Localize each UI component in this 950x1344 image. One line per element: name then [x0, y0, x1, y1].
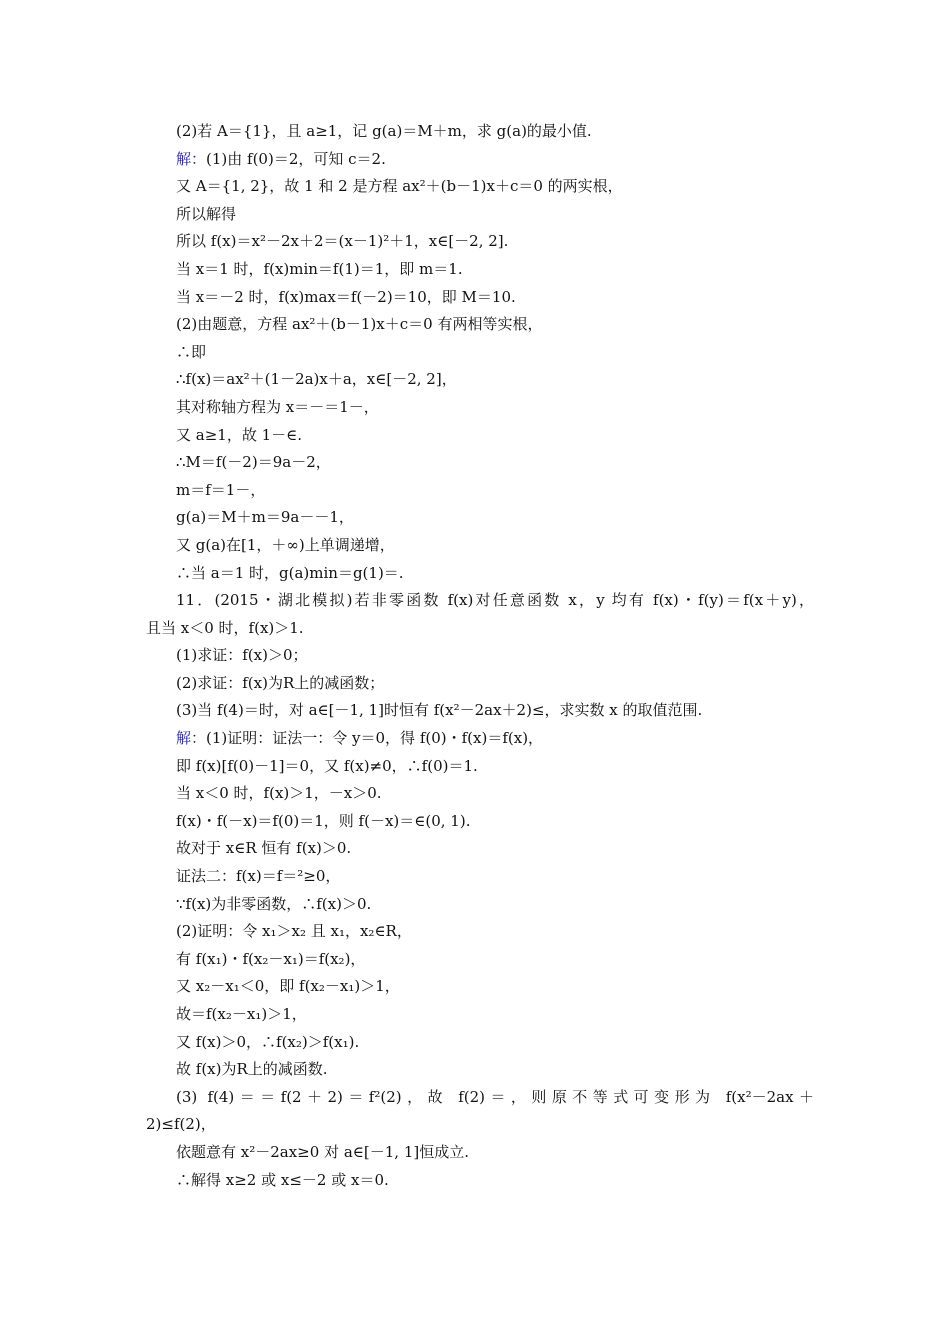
line-text: m＝f＝1－， [176, 480, 266, 499]
text-line [146, 697, 814, 725]
line-text: 又 f(x)＞0，∴f(x₂)＞f(x₁). [176, 1032, 360, 1051]
text-line [146, 670, 814, 698]
line-text: 依题意有 x²－2ax≥0 对 a∈[－1, 1]恒成立. [176, 1142, 469, 1161]
text-line [146, 339, 814, 367]
line-text: ∵f(x)为非零函数，∴f(x)＞0. [176, 894, 372, 913]
solution-label: 解： [176, 149, 207, 168]
line-text: (2)证明：令 x₁＞x₂ 且 x₁，x₂∈R， [176, 922, 412, 941]
line-text: 有 f(x₁)・f(x₂－x₁)＝f(x₂)， [176, 949, 366, 968]
text-line [146, 1167, 814, 1195]
text-line [146, 1139, 814, 1167]
text-line [146, 311, 814, 339]
line-text: (1)求证：f(x)＞0； [176, 646, 308, 665]
text-line [146, 891, 814, 919]
text-line [146, 532, 814, 560]
text-line [146, 946, 814, 974]
text-line [146, 1111, 814, 1139]
text-line [146, 228, 814, 256]
line-text: 且当 x＜0 时，f(x)＞1. [146, 618, 304, 637]
text-line [146, 173, 814, 201]
text-line [146, 753, 814, 781]
text-line [146, 256, 814, 284]
text-line [146, 1084, 814, 1112]
line-text: 又 x₂－x₁＜0，即 f(x₂－x₁)＞1， [176, 977, 400, 996]
line-text: (3)当 f(4)＝时，对 a∈[－1, 1]时恒有 f(x²－2ax＋2)≤，求实数 x 的取值范围. [176, 701, 703, 720]
line-text: g(a)＝M＋m＝9a－－1， [176, 508, 354, 527]
text-line [146, 615, 814, 643]
line-text: ∴即 [176, 342, 207, 361]
text-line [146, 780, 814, 808]
line-text: (1)证明：证法一：令 y＝0，得 f(0)・f(x)＝f(x)， [206, 729, 544, 748]
text-line [146, 118, 814, 146]
line-text: 所以 f(x)＝x²－2x＋2＝(x－1)²＋1，x∈[－2, 2]. [176, 232, 509, 251]
text-line [146, 973, 814, 1001]
text-line [146, 725, 814, 753]
line-text: ∴当 a＝1 时，g(a)min＝g(1)＝. [176, 563, 404, 582]
text-line [146, 1056, 814, 1084]
line-text: 又 A＝{1, 2}，故 1 和 2 是方程 ax²＋(b－1)x＋c＝0 的两实根， [176, 177, 623, 196]
line-text: ∴f(x)＝ax²＋(1－2a)x＋a，x∈[－2, 2]， [176, 370, 457, 389]
line-text: (2)由题意，方程 ax²＋(b－1)x＋c＝0 有两相等实根， [176, 315, 543, 334]
line-text: 所以解得 [176, 204, 237, 223]
line-text: (3) f(4)＝＝f(2＋2)＝f²(2)，故 f(2)＝，则原不等式可变形为 f(x²－2ax＋ [176, 1087, 814, 1106]
line-text: 当 x＝－2 时，f(x)max＝f(－2)＝10，即 M＝10. [176, 287, 516, 306]
text-line [146, 835, 814, 863]
line-text: 故＝f(x₂－x₁)＞1， [176, 1005, 307, 1023]
solution-label: 解： [176, 729, 207, 748]
line-text: ∴解得 x≥2 或 x≤－2 或 x＝0. [176, 1170, 389, 1189]
text-line [146, 284, 814, 312]
text-line [146, 201, 814, 229]
line-text: 2)≤f(2)， [146, 1115, 216, 1134]
line-text: 又 g(a)在[1，＋∞)上单调递增， [176, 535, 395, 554]
line-text: 即 f(x)[f(0)－1]＝0，又 f(x)≠0，∴f(0)＝1. [176, 756, 478, 775]
text-line [146, 504, 814, 532]
text-line [146, 918, 814, 946]
text-line [146, 560, 814, 588]
text-line [146, 642, 814, 670]
text-line [146, 422, 814, 450]
line-text: (2)求证：f(x)为R上的减函数； [176, 673, 385, 692]
line-text: ∴M＝f(－2)＝9a－2， [176, 453, 331, 472]
solution-text [146, 118, 814, 1194]
text-line [146, 808, 814, 836]
line-text: (2)若 A＝{1}，且 a≥1，记 g(a)＝M＋m，求 g(a)的最小值. [176, 122, 592, 140]
line-text: 当 x＜0 时，f(x)＞1，－x＞0. [176, 784, 382, 803]
text-line [146, 587, 814, 615]
line-text: 证法二：f(x)＝f＝²≥0， [176, 867, 341, 886]
text-line [146, 449, 814, 477]
line-text: 11．(2015・湖北模拟)若非零函数 f(x)对任意函数 x，y 均有 f(x)・f(y)＝f(x＋y)， [176, 591, 814, 610]
text-line [146, 1029, 814, 1057]
line-text: 故对于 x∈R 恒有 f(x)＞0. [176, 839, 352, 858]
text-line [146, 477, 814, 505]
line-text: 故 f(x)为R上的减函数. [176, 1060, 328, 1079]
text-line [146, 146, 814, 174]
line-text: 当 x＝1 时，f(x)min＝f(1)＝1，即 m＝1. [176, 259, 463, 278]
line-text: (1)由 f(0)＝2，可知 c＝2. [206, 149, 386, 168]
text-line [146, 863, 814, 891]
text-line [146, 366, 814, 394]
text-line [146, 1001, 814, 1029]
line-text: 其对称轴方程为 x＝－＝1－， [176, 397, 379, 416]
text-line [146, 394, 814, 422]
line-text: 又 a≥1，故 1－∈. [176, 425, 303, 444]
line-text: f(x)・f(－x)＝f(0)＝1，则 f(－x)＝∈(0, 1). [176, 811, 471, 830]
